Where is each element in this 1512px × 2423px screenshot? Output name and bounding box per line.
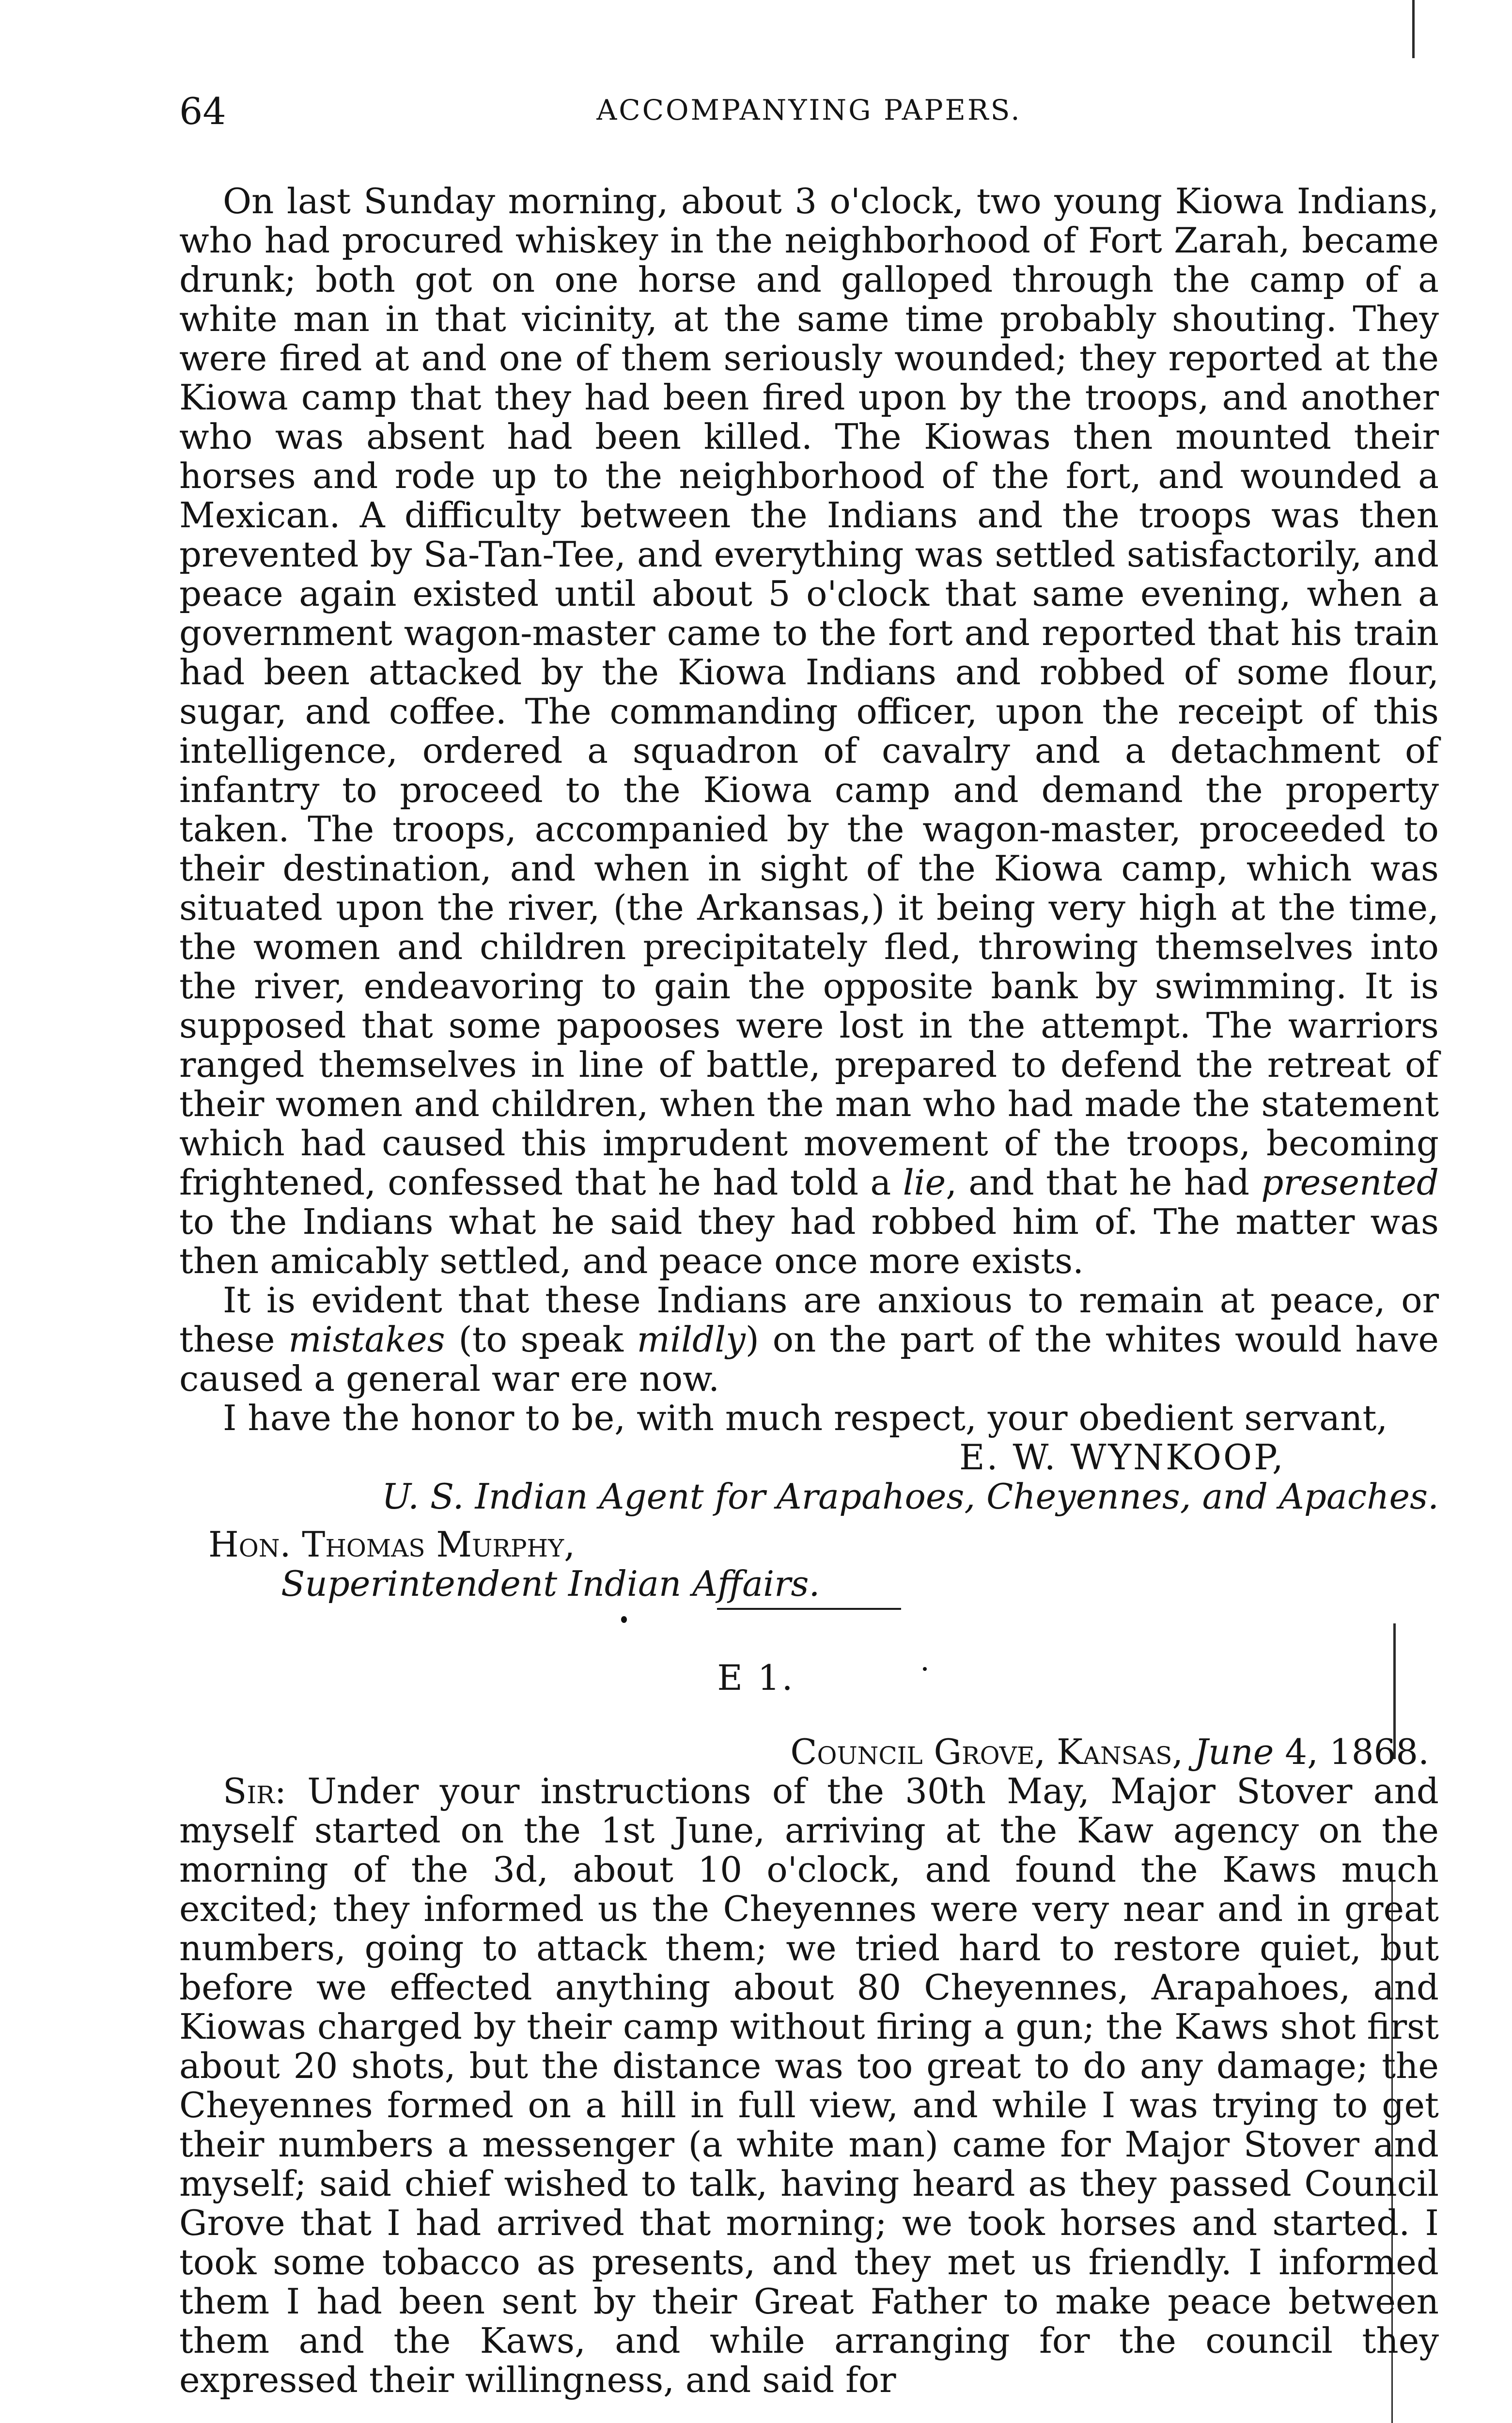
body-paragraph: On last Sunday morning, about 3 o'clock, two young Kiowa Indians, who had procured whiskey in the neighborhood of Fort Zarah, became drunk; both got on one horse and galloped through the camp of a white man in that vicinity, at the same time probably shouting. They were fired at and one of them seriously wounded; they reported at the Kiowa camp that they had been fired upon by the troops, and another who was absent had been killed. The Kiowas then mounted their horses and rode up to the neighborhood of the fort, and wounded a Mexican. A difficulty between the Indians and the troops was then prevented by Sa-Tan-Tee, and everything was settled satisfactorily, and peace again existed until about 5 o'clock that same evening, when a government wagon-master came to the fort and reported that his train had been attacked by the Kiowa Indians and robbed of some flour, sugar, and coffee. The commanding officer, upon the receipt of this intelligence, ordered a squadron of cavalry and a detachment of infantry to proceed to the Kiowa camp and demand the property taken. The troops, accompanied by the wagon-master, proceeded to their destination, and when in sight of the Kiowa camp, which was situated upon the river, (the Arkansas,) it being very high at the time, the women and children precipitately fled, throwing themselves into the river, endeavoring to gain the opposite bank by swimming. It is supposed that some papooses were lost in the attempt. The warriors ranged themselves in line of battle, prepared to defend the retreat of their women and children, when the man who had made the statement which had caused this imprudent movement of the troops, becoming frightened, confessed that he had told a lie, and that he had presented to the Indians what he said they had robbed him of. The matter was then amicably settled, and peace once more exists.	[179, 181, 1439, 1281]
body-paragraph: Sir: Under your instructions of the 30th May, Major Stover and myself started on the 1st June, arriving at the Kaw agency on the morning of the 3d, about 10 o'clock, and found the Kaws much excited; they informed us the Cheyennes were very near and in great numbers, going to attack them; we tried hard to restore quiet, but before we effected anything about 80 Cheyennes, Arapahoes, and Kiowas charged by their camp without firing a gun; the Kaws shot first about 20 shots, but the distance was too great to do any damage; the Cheyennes formed on a hill in full view, and while I was trying to get their numbers a messenger (a white man) came for Major Stover and myself; said chief wished to talk, having heard as they passed Council Grove that I had arrived that morning; we took horses and started. I took some tobacco as presents, and they met us friendly. I informed them I had been sent by their Great Father to make peace between them and the Kaws, and while arranging for the council they expressed their willingness, and said for	[179, 1771, 1439, 2400]
section-heading: E 1.	[717, 1657, 795, 1698]
addressee-name: Hon. Thomas Murphy,	[208, 1524, 576, 1565]
addressee-title: Superintendent Indian Affairs.	[281, 1563, 820, 1604]
signer-title: U. S. Indian Agent for Arapahoes, Cheyennes, and Apaches.	[382, 1476, 1439, 1517]
letter-wynkoop	[179, 182, 1439, 1604]
page-number: 64	[179, 90, 226, 133]
scan-speck	[621, 1616, 627, 1623]
body-paragraph: It is evident that these Indians are anxious to remain at peace, or these mistakes (to speak mildly) on the part of the whites would have caused a general war ere now.	[179, 1280, 1439, 1399]
signer-name: E. W. WYNKOOP,	[959, 1437, 1285, 1478]
salutation: Sir:	[223, 1771, 286, 1811]
dateline: Council Grove, Kansas, June 4, 1868.	[790, 1731, 1429, 1772]
complimentary-close: I have the honor to be, with much respect, your obedient servant,	[223, 1398, 1388, 1438]
page-header	[179, 90, 1439, 148]
section-divider	[717, 1608, 901, 1610]
running-head: ACCOMPANYING PAPERS.	[596, 94, 1022, 126]
letter-council-grove	[179, 1732, 1439, 2400]
scan-margin-line	[1412, 0, 1415, 58]
